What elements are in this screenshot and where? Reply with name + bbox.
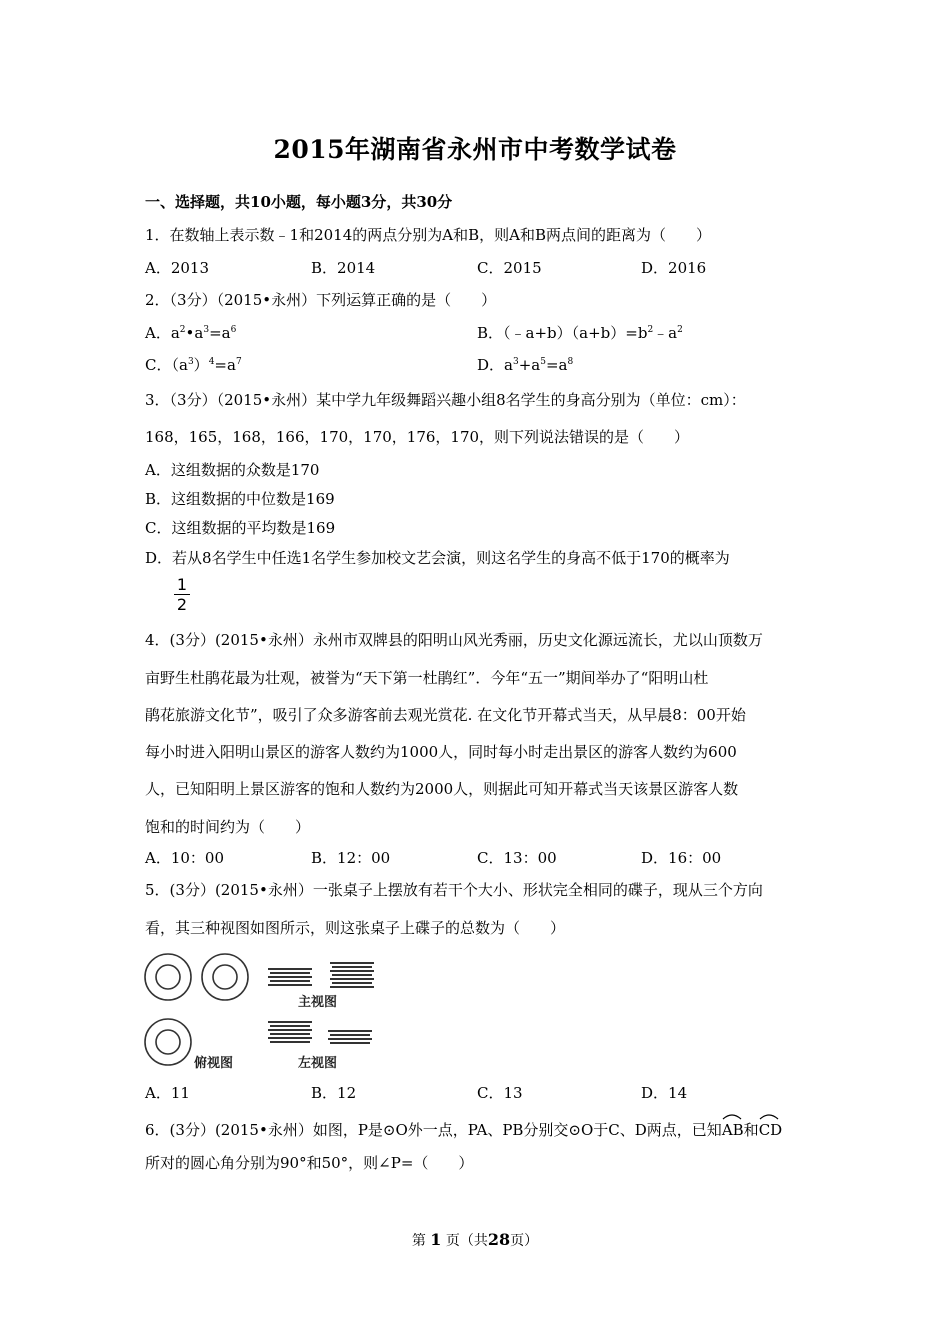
section-heading: 一、选择题，共10小题，每小题3分，共30分 xyxy=(145,193,453,211)
question-4-line-1: 4．(3分）(2015•永州）永州市双牌县的阳明山风光秀丽，历史文化源远流长，尤以山顶数万 xyxy=(145,631,763,649)
q4-option-b: B．12：00 xyxy=(311,849,391,867)
q5-option-a: A．11 xyxy=(145,1084,190,1102)
q1-option-a: A．2013 xyxy=(145,259,210,277)
arc-cap-icon xyxy=(759,1112,779,1120)
question-4-line-4: 每小时进入阳明山景区的游客人数约为1000人，同时每小时走出景区的游客人数约为600 xyxy=(145,743,737,761)
plate-inner-circle xyxy=(156,965,180,989)
question-1-stem: 1．在数轴上表示数﹣1和2014的两点分别为A和B，则A和B两点间的距离为（ ） xyxy=(145,226,711,244)
q5-option-b: B．12 xyxy=(311,1084,357,1102)
q5-option-d: D．14 xyxy=(641,1084,688,1102)
q6-and: 和 xyxy=(743,1121,759,1139)
page-footer: 第 1 页（共28页） xyxy=(411,1230,539,1249)
question-4-line-5: 人，已知阳明上景区游客的饱和人数约为2000人，则据此可知开幕式当天该景区游客人数 xyxy=(145,780,739,798)
q3-option-b: B．这组数据的中位数是169 xyxy=(145,490,335,508)
page-title: 2015年湖南省永州市中考数学试卷 xyxy=(273,135,677,164)
q2-option-a: A．$a^2•a^3=a^6$ xyxy=(145,324,237,342)
question-6-line-2: 所对的圆心角分别为90°和50°，则∠P=（ ） xyxy=(145,1154,474,1172)
arc-cd: CD xyxy=(759,1116,783,1140)
q4-option-a: A．10：00 xyxy=(145,849,225,867)
fraction-one-half xyxy=(174,576,190,613)
question-5-line-2: 看，其三种视图如图所示，则这张桌子上碟子的总数为（ ） xyxy=(145,919,566,937)
q2-option-d: D．$a^3+a^5=a^8$ xyxy=(477,356,574,374)
q2-option-c: C．$(a^3)^4=a^7$ xyxy=(145,356,242,374)
front-view-label: 主视图 xyxy=(298,995,338,1010)
question-2-stem: 2．（3分）（2015•永州）下列运算正确的是（ ） xyxy=(145,291,497,309)
question-4-line-3: 鹃花旅游文化节”，吸引了众多游客前去观光赏花. 在文化节开幕式当天，从早晨8：00开始 xyxy=(145,706,746,724)
question-6-line-1 xyxy=(145,1116,835,1140)
plate-outer-circle xyxy=(202,954,248,1000)
q5-option-c: C．13 xyxy=(477,1084,523,1102)
question-4-line-2: 亩野生杜鹃花最为壮观，被誉为“天下第一杜鹃红”．今年“五一”期间举办了“阳明山杜 xyxy=(145,669,709,687)
arc-cap-icon xyxy=(722,1112,742,1120)
q3-option-d: D．若从8名学生中任选1名学生参加校文艺会演，则这名学生的身高不低于170的概率为 xyxy=(145,549,730,567)
left-view-label: 左视图 xyxy=(298,1056,338,1071)
arc-ab: AB xyxy=(722,1116,744,1140)
question-5-line-1: 5．(3分）(2015•永州）一张桌子上摆放有若干个大小、形状完全相同的碟子，现从三个方向 xyxy=(145,881,763,899)
fraction-denominator: 2 xyxy=(176,595,188,614)
q1-option-b: B．2014 xyxy=(311,259,376,277)
three-views-figure xyxy=(140,945,380,1075)
top-view-label: 俯视图 xyxy=(194,1056,234,1071)
q1-option-d: D．2016 xyxy=(641,259,707,277)
fraction-numerator: 1 xyxy=(176,575,188,594)
plate-inner-circle xyxy=(156,1030,180,1054)
total-pages: 28 xyxy=(487,1230,511,1249)
plate-inner-circle xyxy=(213,965,237,989)
plate-outer-circle xyxy=(145,954,191,1000)
q1-option-c: C．2015 xyxy=(477,259,542,277)
question-3-stem-2: 168，165，168，166，170，170，176，170，则下列说法错误的是（ ） xyxy=(145,428,690,446)
plate-outer-circle xyxy=(145,1019,191,1065)
q2-option-b: B．$(﹣a+b)(a+b)=b^2﹣a^2$ xyxy=(477,324,683,342)
q6-stem-text: 6．(3分）(2015•永州）如图，P是⊙O外一点，PA、PB分别交⊙O于C、D两点，已知 xyxy=(145,1121,722,1139)
question-3-stem-1: 3．（3分）（2015•永州）某中学九年级舞蹈兴趣小组8名学生的身高分别为（单位：cm）： xyxy=(145,391,746,409)
question-4-line-6: 饱和的时间约为（ ） xyxy=(145,818,311,836)
q4-option-d: D．16：00 xyxy=(641,849,722,867)
q4-option-c: C．13：00 xyxy=(477,849,557,867)
q3-option-c: C．这组数据的平均数是169 xyxy=(145,519,336,537)
front-view-stacks xyxy=(268,963,374,987)
q3-option-a: A．这组数据的众数是170 xyxy=(145,461,320,479)
left-view-stacks xyxy=(268,1022,372,1043)
current-page-number: 1 xyxy=(430,1230,442,1249)
